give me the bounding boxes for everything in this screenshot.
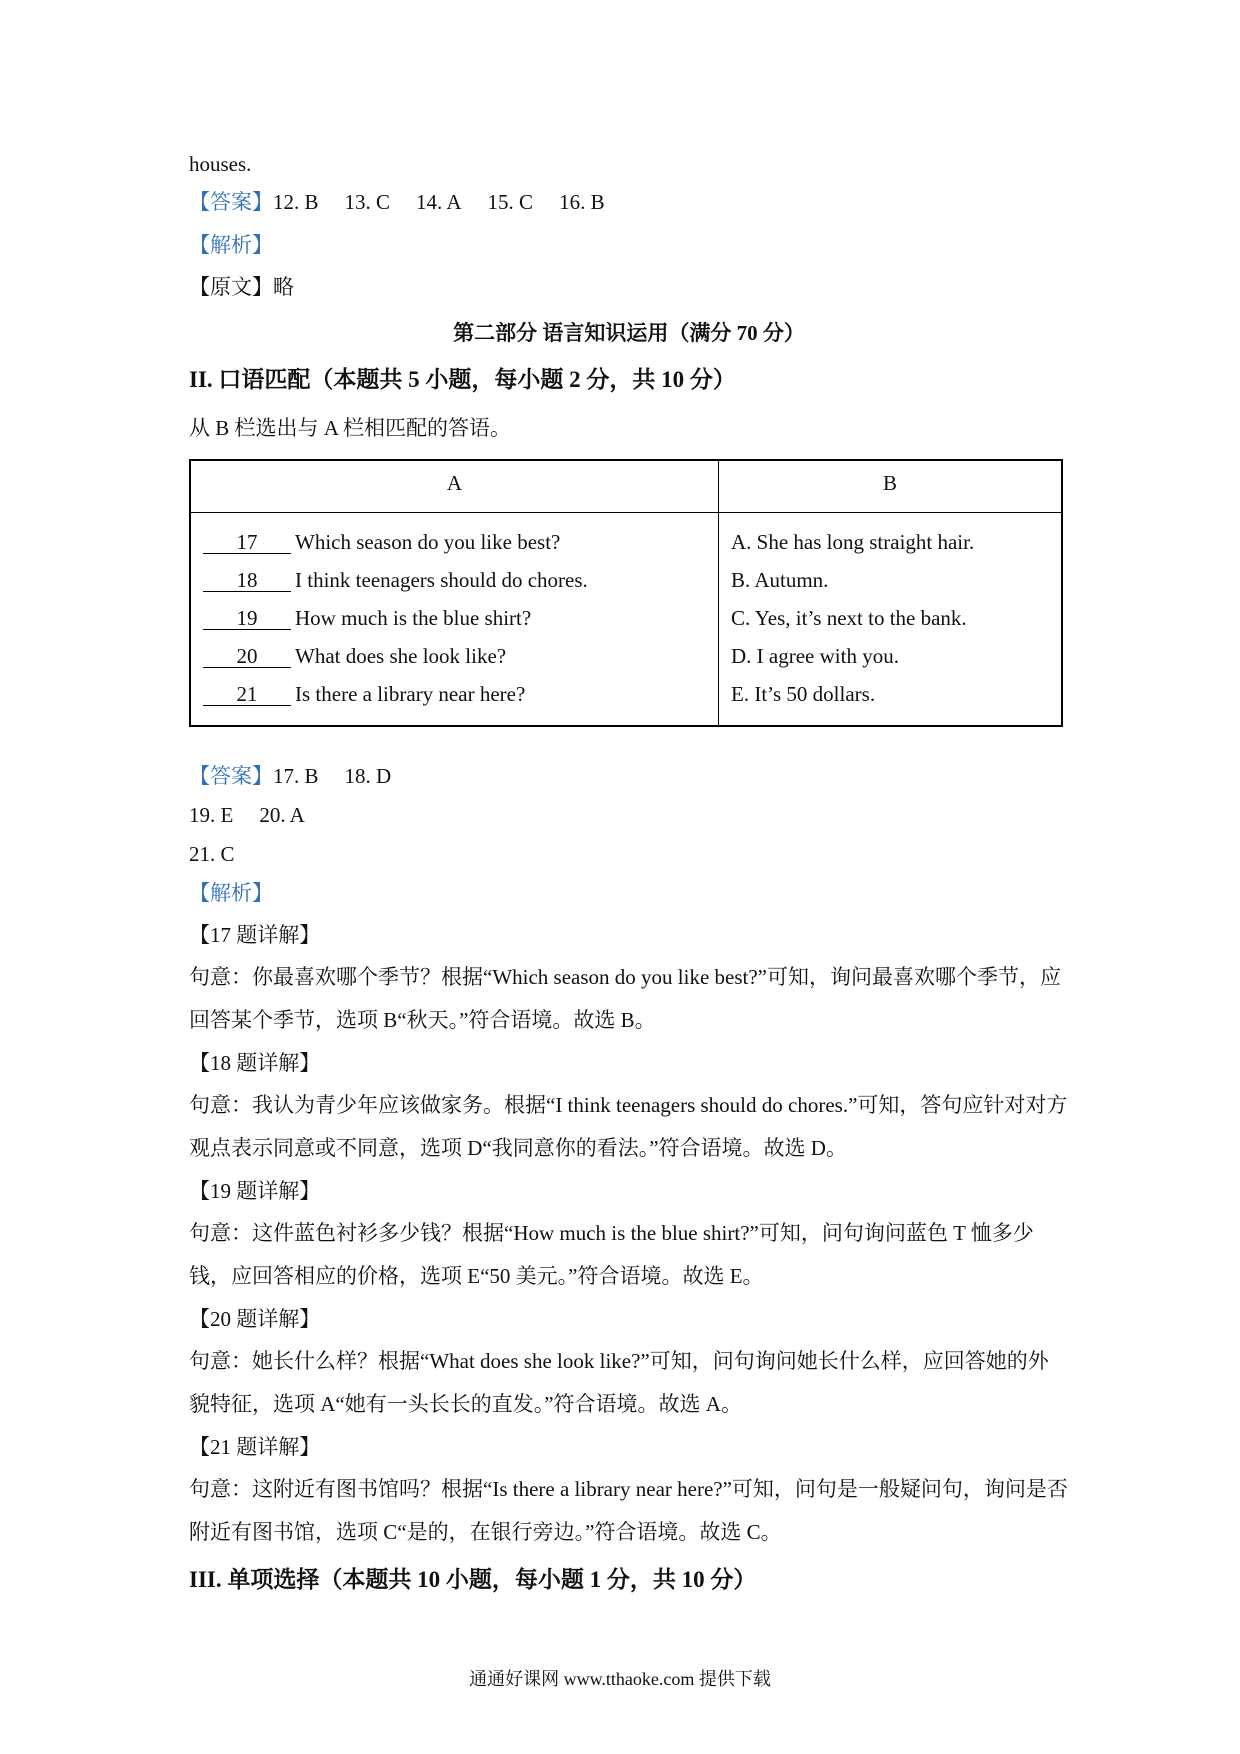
answer-blank: 19	[203, 607, 291, 630]
column-header-a: A	[190, 460, 719, 512]
continuation-text: houses.	[189, 152, 252, 176]
question-row	[191, 561, 718, 599]
question-text: I think teenagers should do chores.	[295, 567, 588, 592]
answer-line-21	[189, 841, 261, 867]
answer-line-19-20	[189, 802, 331, 828]
column-b-cell	[719, 512, 1063, 726]
option-row: E. It’s 50 dollars.	[731, 681, 876, 706]
option-row: D. I agree with you.	[731, 643, 899, 668]
analysis-tag: 【解析】	[189, 881, 273, 905]
question-row	[191, 675, 718, 713]
question-row	[191, 637, 718, 675]
original-tag: 【原文】	[189, 275, 273, 299]
page-footer: 通通好课网 www.tthaoke.com 提供下载	[469, 1669, 771, 1689]
option-row: C. Yes, it’s next to the bank.	[731, 605, 967, 630]
answer-blank: 18	[203, 569, 291, 592]
option-row: B. Autumn.	[731, 567, 829, 592]
detail-21-title: 【21 题详解】	[189, 1435, 321, 1459]
original-text-line	[189, 274, 294, 300]
answer-item: 21. C	[189, 842, 235, 866]
answer-line-12-16	[189, 189, 631, 215]
detail-20-title: 【20 题详解】	[189, 1307, 321, 1331]
answer-item: 12. B	[273, 190, 319, 214]
answer-blank: 21	[203, 683, 291, 706]
question-text: How much is the blue shirt?	[295, 605, 532, 630]
answer-item: 19. E	[189, 803, 234, 827]
question-text: Is there a library near here?	[295, 681, 526, 706]
column-header-b: B	[719, 460, 1063, 512]
answer-tag: 【答案】	[189, 764, 273, 788]
detail-21-text: 句意：这附近有图书馆吗？根据“Is there a library near here?”可知，问句是一般疑问句，询问是否附近有图书馆，选项 C“是的，在银行旁边。”符合语境。故选 C。	[189, 1477, 1068, 1544]
answer-item: 18. D	[344, 764, 392, 788]
detail-17-title: 【17 题详解】	[189, 923, 321, 947]
detail-18-title: 【18 题详解】	[189, 1051, 321, 1075]
detail-20-text: 句意：她长什么样？根据“What does she look like?”可知，问句询问她长什么样，应回答她的外貌特征，选项 A“她有一头长长的直发。”符合语境。故选 A。	[189, 1349, 1049, 1416]
answer-item: 15. C	[487, 190, 534, 214]
detail-19-text: 句意：这件蓝色衬衫多少钱？根据“How much is the blue shirt?”可知，问句询问蓝色 T 恤多少钱，应回答相应的价格，选项 E“50 美元。”符合语境。故选 E。	[189, 1221, 1034, 1288]
answer-blank: 20	[203, 645, 291, 668]
column-a-cell	[190, 512, 719, 726]
answer-item: 17. B	[273, 764, 319, 788]
question-text: Which season do you like best?	[295, 529, 561, 554]
section-heading-iii: III. 单项选择（本题共 10 小题，每小题 1 分，共 10 分）	[189, 1567, 757, 1592]
analysis-tag: 【解析】	[189, 233, 273, 257]
detail-18-text: 句意：我认为青少年应该做家务。根据“I think teenagers should do chores.”可知，答句应针对对方 观点表示同意或不同意，选项 D“我同意你的看法。”符合语境。故选 D。	[189, 1093, 1089, 1160]
question-text: What does she look like?	[295, 643, 507, 668]
detail-17-text: 句意：你最喜欢哪个季节？根据“Which season do you like best?”可知，询问最喜欢哪个季节，应回答某个季节，选项 B“秋天。”符合语境。故选 B。	[189, 965, 1061, 1032]
answer-line-17-18	[189, 763, 417, 789]
option-row: A. She has long straight hair.	[731, 529, 975, 554]
answer-item: 14. A	[416, 190, 462, 214]
section-heading-ii: II. 口语匹配（本题共 5 小题，每小题 2 分，共 10 分）	[189, 367, 736, 392]
instruction-text: 从 B 栏选出与 A 栏相匹配的答语。	[189, 416, 512, 440]
detail-19-title: 【19 题详解】	[189, 1179, 321, 1203]
original-text: 略	[273, 275, 294, 299]
answer-tag: 【答案】	[189, 190, 273, 214]
answer-item: 16. B	[559, 190, 605, 214]
matching-table	[189, 459, 1063, 727]
answer-item: 20. A	[259, 803, 305, 827]
question-row	[191, 599, 718, 637]
part-title: 第二部分 语言知识运用（满分 70 分）	[453, 321, 805, 345]
answer-item: 13. C	[344, 190, 391, 214]
answer-blank: 17	[203, 531, 291, 554]
question-row	[191, 523, 718, 561]
